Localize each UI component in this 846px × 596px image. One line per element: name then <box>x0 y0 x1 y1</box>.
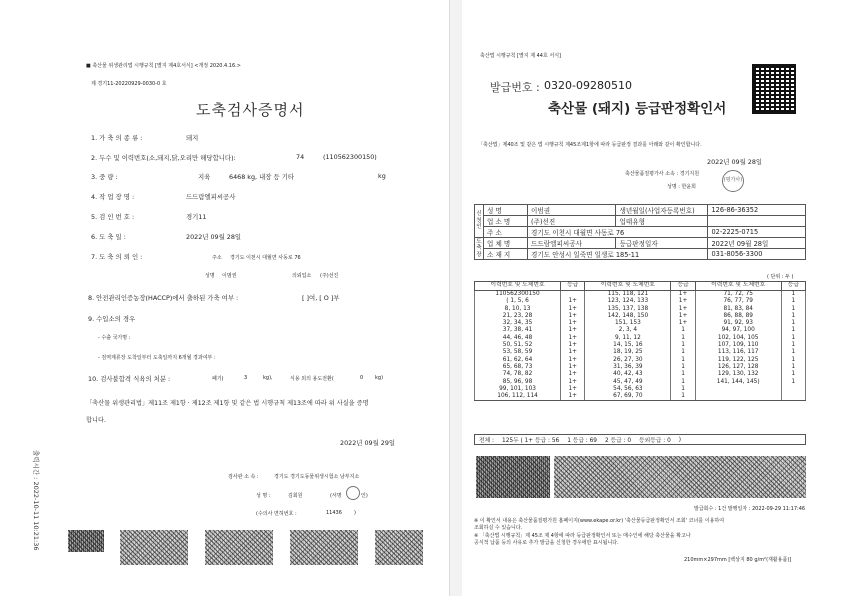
name-label: 성 명 <box>484 205 528 216</box>
form-header: 축산법 시행규칙 [별지 제 44호 서식] <box>480 53 562 59</box>
grade-cell: 1 <box>671 393 695 401</box>
note-3: ※ 「축산법 시행규칙」제 45조 제 4항에 따라 등급판정확인서 또는 매수인에 해당 축산물을 확고나 <box>474 533 691 539</box>
carcass-numbers: 115, 118, 121 <box>585 291 671 299</box>
table-row <box>475 357 806 364</box>
grade-cell: 1 <box>781 335 805 342</box>
grade-cell: 1+ <box>671 291 695 299</box>
field-weight-label: 3. 중 량 : <box>91 173 118 181</box>
carcass-numbers: 26, 27, 30 <box>585 357 671 364</box>
plant-label: 업 체 명 <box>484 238 528 249</box>
carcass-numbers: 67, 69, 70 <box>585 393 671 401</box>
issue-info: 발급회수 : 1건 발행일자 : 2022-09-29 11:17:46 <box>694 506 806 512</box>
carcass-numbers: 141, 144, 145) <box>695 379 781 386</box>
grade-cell: 1 <box>671 371 695 378</box>
grade-cell: 1+ <box>561 327 585 334</box>
barcode-block-2 <box>205 530 273 565</box>
grade-cell: 1 <box>781 291 805 299</box>
disposal-d: 식용 외의 용도전환( <box>290 376 334 382</box>
carcass-numbers: 110562300150 <box>475 291 561 299</box>
grade-cell: 1+ <box>561 335 585 342</box>
grid-header-2: 이력번호 및 도체번호 <box>585 282 671 291</box>
grade-date-label: 등급판정일자 <box>616 238 708 249</box>
grade-cell: 1+ <box>671 306 695 313</box>
table-row <box>475 349 806 356</box>
grade-cell: 1+ <box>561 393 585 401</box>
disposal-e: 0 <box>360 375 364 381</box>
carcass-numbers: 61, 62, 64 <box>475 357 561 364</box>
unit-label: ( 단위 : 두 ) <box>767 274 794 280</box>
print-time: 출력시간 : 2022-10-11 10:21:36 <box>32 450 40 551</box>
slaughter-side-label: 도축장 <box>476 238 482 258</box>
carcass-numbers <box>695 386 781 393</box>
requester-address: 경기도 이천시 대월면 사동로 76 <box>230 255 301 261</box>
table-row <box>475 335 806 342</box>
address: 경기도 이천시 대월면 사동로 76 <box>528 227 708 238</box>
shop-label: 업 소 명 <box>484 216 528 227</box>
issue-number-label: 발급번호 : <box>490 81 540 94</box>
inspector-name: 김회원 <box>288 493 303 499</box>
carcass-numbers: 123, 124, 133 <box>585 298 671 305</box>
inspector-sign: (서명 <box>330 493 342 499</box>
inspector-seal-icon <box>346 486 360 500</box>
carcass-numbers: 45, 47, 49 <box>585 379 671 386</box>
table-row <box>475 386 806 393</box>
field-requester-label: 7. 도 축 의 뢰 인 : <box>91 253 143 261</box>
issue-number: 0320-09280510 <box>544 79 632 92</box>
field-haccp-value: [ ]여, [ O ]부 <box>302 294 340 302</box>
location: 경기도 안성시 일죽면 일생로 185-11 <box>528 249 708 260</box>
carcass-numbers: 54, 56, 63 <box>585 386 671 393</box>
requester-name-label: 성명 <box>205 273 215 279</box>
carcass-numbers: 65, 68, 73 <box>475 364 561 371</box>
barcode-block-3 <box>290 530 358 565</box>
carcass-numbers: 94, 97, 100 <box>695 327 781 334</box>
total-grade2: 2 등급 : 0 <box>604 438 632 444</box>
carcass-numbers: 99, 101, 103 <box>475 386 561 393</box>
requester-shop-label: 의뢰업소 <box>292 273 312 279</box>
grader-office: 축산물품질평가사 소속 : 경기지원 <box>625 171 700 177</box>
grade-cell: 1+ <box>561 386 585 393</box>
law-statement: 「축산법」제40조 및 같은 법 시행규칙 제45조제1항에 따라 등급판정 결과를 아래와 같이 확인합니다. <box>478 142 702 148</box>
requester-shop: (주)선진 <box>320 273 339 279</box>
business-type <box>708 216 806 227</box>
carcass-numbers: 2, 3, 4 <box>585 327 671 334</box>
field-weight-unit: kg <box>378 172 386 180</box>
grade-cell <box>561 291 585 299</box>
law-statement: 「축산물 위생관리법」제11조 제1항 · 제12조 제1항 및 같은 법 시행규칙 제13조에 따라 위 사실을 증명 <box>86 400 369 407</box>
carcass-numbers: 151, 153 <box>585 320 671 327</box>
grade-cell: 1 <box>671 364 695 371</box>
field-haccp: 8. 안전관리인증농장(HACCP)에서 출하된 가축 여부 : <box>88 294 239 302</box>
grading-certificate-page <box>462 0 846 596</box>
grade-cell: 1+ <box>671 313 695 320</box>
carcass-numbers: 113, 116, 117 <box>695 349 781 356</box>
license-number: 11436 <box>326 510 342 516</box>
carcass-numbers: 9, 11, 12 <box>585 335 671 342</box>
grade-date: 2022년 09월 28일 <box>708 238 806 249</box>
total-all: 125두 ( 1+ 등급 : 56 <box>502 438 560 444</box>
grade-cell: 1 <box>671 386 695 393</box>
grade-cell: 1 <box>781 306 805 313</box>
grade-cell: 1 <box>781 379 805 386</box>
grade-cell: 1+ <box>561 306 585 313</box>
barcode-small <box>476 456 550 498</box>
grade-cell: 1 <box>671 349 695 356</box>
carcass-grade-table <box>474 281 806 401</box>
field-disposal-label: 10. 검사불합격 식육의 처분 : <box>88 375 171 383</box>
field-plant-label: 4. 작 업 장 명 : <box>91 193 135 201</box>
grade-cell: 1 <box>781 313 805 320</box>
location-phone: 031-8056-3300 <box>708 249 806 260</box>
paper-spec: 210mm×297mm [백상지 80 g/m²(재활용품)] <box>684 557 792 563</box>
table-row <box>475 327 806 334</box>
phone: 02-2225-0715 <box>708 227 806 238</box>
grade-cell: 1+ <box>561 357 585 364</box>
total-end: ) <box>678 436 682 443</box>
grade-cell: 1 <box>671 342 695 349</box>
inspector-office-label: 검사관 소 속 : <box>228 474 259 480</box>
grade-cell: 1+ <box>561 371 585 378</box>
carcass-numbers: 71, 72, 75 <box>695 291 781 299</box>
field-count-label: 2. 두수 및 이력번호(소,돼지,닭,오리만 해당합니다): <box>91 154 236 162</box>
table-row <box>475 298 806 305</box>
field-weight-carcass: 지육 <box>198 173 211 181</box>
grade-cell: 1 <box>781 349 805 356</box>
field-animal-type-label: 1. 가 축 의 종 류 : <box>91 134 143 142</box>
carcass-numbers: 142, 148, 150 <box>585 313 671 320</box>
field-export-country: - 수출 국가명 : <box>98 335 131 341</box>
law-statement-end: 합니다. <box>86 417 106 424</box>
requester-name: 이범권 <box>222 273 237 279</box>
carcass-numbers: ( 1, 5, 6 <box>475 298 561 305</box>
note-1: ※ 이 확인서 내용은 축산물품질평가원 홈페이지(www.ekape.or.kr) '축산물등급판정확인서 조회' 코너를 이용하여 <box>474 518 725 524</box>
issue-date: 2022년 09월 29일 <box>340 439 396 447</box>
carcass-numbers: 86, 88, 89 <box>695 313 781 320</box>
disposal-c: kg), <box>263 375 273 381</box>
applicant-table <box>474 204 806 260</box>
inspector-name-label: 성 명 : <box>256 493 271 499</box>
table-row <box>475 393 806 401</box>
carcass-numbers: 135, 137, 138 <box>585 306 671 313</box>
grade-cell: 1 <box>781 371 805 378</box>
carcass-numbers: 32, 34, 35 <box>475 320 561 327</box>
field-stamp: 경기11 <box>186 213 207 221</box>
inspector-seal-text: 인) <box>361 493 368 499</box>
field-date: 2022년 09월 28일 <box>186 233 242 241</box>
grade-cell: 1 <box>781 298 805 305</box>
carcass-numbers: 129, 130, 132 <box>695 371 781 378</box>
disposal-b: 3 <box>244 375 248 381</box>
carcass-numbers: 107, 109, 110 <box>695 342 781 349</box>
carcass-numbers: 14, 15, 16 <box>585 342 671 349</box>
carcass-numbers: 44, 46, 48 <box>475 335 561 342</box>
grade-cell: 1 <box>781 320 805 327</box>
grade-cell: 1 <box>781 327 805 334</box>
grid-header-row <box>475 282 806 291</box>
carcass-numbers: 21, 23, 28 <box>475 313 561 320</box>
table-row <box>475 364 806 371</box>
shop-name: (주)선진 <box>528 216 616 227</box>
page-title: 축산물 (돼지) 등급판정확인서 <box>548 101 727 117</box>
carcass-numbers: 74, 78, 82 <box>475 371 561 378</box>
total-row <box>474 434 806 445</box>
grade-cell: 1+ <box>561 364 585 371</box>
carcass-numbers: 81, 83, 84 <box>695 306 781 313</box>
barcode-small <box>68 530 104 552</box>
grade-cell: 1+ <box>561 298 585 305</box>
field-weight-value: 6468 kg, 내장 등 기타 <box>229 173 295 181</box>
carcass-numbers <box>695 393 781 401</box>
grade-cell: 1+ <box>561 320 585 327</box>
field-plant: 드드람엘피씨공사 <box>186 193 236 201</box>
table-row <box>475 342 806 349</box>
carcass-numbers: 53, 58, 59 <box>475 349 561 356</box>
grade-cell: 1+ <box>561 349 585 356</box>
grade-cell: 1 <box>781 364 805 371</box>
carcass-numbers: 37, 38, 41 <box>475 327 561 334</box>
license-end: ) <box>354 510 356 516</box>
grader-name: 성명 : 한윤희 <box>667 184 697 190</box>
table-row <box>475 291 806 299</box>
disposal-f: kg) <box>375 375 384 381</box>
barcode-block-1 <box>120 530 188 565</box>
applicant-side-label: 신청인 <box>475 205 484 238</box>
grade-cell: 1+ <box>561 342 585 349</box>
note-2: 조회하실 수 있습니다. <box>474 525 523 531</box>
total-out: 등외등급 : 0 <box>639 438 671 444</box>
carcass-numbers: 126, 127, 128 <box>695 364 781 371</box>
grade-cell <box>781 386 805 393</box>
page-title: 도축검사증명서 <box>196 101 305 119</box>
table-row <box>475 320 806 327</box>
field-import: 9. 수입소의 경우 <box>88 315 136 323</box>
table-row <box>475 306 806 313</box>
grid-header-3: 등급 <box>671 282 695 291</box>
grade-cell: 1 <box>671 357 695 364</box>
license-label: (수의사 면허번호 : <box>256 511 297 517</box>
grade-cell: 1+ <box>561 313 585 320</box>
table-row <box>475 379 806 386</box>
field-date-label: 6. 도 축 일 : <box>91 233 126 241</box>
grid-header-0: 이력번호 및 도체번호 <box>475 282 561 291</box>
qr-code-icon <box>752 64 796 114</box>
location-label: 소 재 지 <box>484 249 528 260</box>
carcass-numbers: 50, 51, 52 <box>475 342 561 349</box>
grade-cell: 1 <box>781 342 805 349</box>
biz-no-label: 생년월일(사업자등록번호) <box>616 205 708 216</box>
field-animal-type: 돼지 <box>186 134 199 142</box>
grade-cell: 1+ <box>671 298 695 305</box>
barcode-block-4 <box>375 530 423 565</box>
biz-no: 126-86-36352 <box>708 205 806 216</box>
carcass-numbers: 85, 96, 98 <box>475 379 561 386</box>
address-label: 주 소 <box>484 227 528 238</box>
grade-cell: 1+ <box>671 320 695 327</box>
carcass-numbers: 31, 36, 39 <box>585 364 671 371</box>
grading-date: 2022년 09월 28일 <box>707 158 763 166</box>
form-header: ■ 축산물 위생관리법 시행규칙 [별지 제4호서식] <개정 2020.4.16.> <box>86 63 241 69</box>
document-number: 제 경기11-20220929-0030-0 호 <box>91 81 167 87</box>
table-row <box>475 313 806 320</box>
note-4: 공식적 납품 등의 사유로 추가 발급을 신청한 경우에만 표시됩니다. <box>474 540 619 546</box>
field-stamp-label: 5. 검 인 번 호 : <box>91 213 135 221</box>
table-row <box>475 371 806 378</box>
grade-cell: 1+ <box>561 379 585 386</box>
applicant-name: 이범권 <box>528 205 616 216</box>
total-grade1: 1 등급 : 69 <box>567 438 597 444</box>
grade-cell: 1 <box>781 357 805 364</box>
grader-seal-icon: (평가사) <box>722 170 744 192</box>
carcass-numbers: 106, 112, 114 <box>475 393 561 401</box>
grid-header-1: 등급 <box>561 282 585 291</box>
field-trace-number: (110562300150) <box>323 153 377 161</box>
plant-name: 드드람엘피씨공사 <box>528 238 616 249</box>
grid-header-5: 등급 <box>781 282 805 291</box>
field-count: 74 <box>296 153 305 161</box>
carcass-numbers: 18, 19, 25 <box>585 349 671 356</box>
total-label: 전체 : <box>479 438 494 444</box>
carcass-numbers: 119, 122, 125 <box>695 357 781 364</box>
grade-cell: 1 <box>671 335 695 342</box>
field-quarantine: - 검역계류장 도착일부터 도축일까지 6개월 경과여부 : <box>98 355 216 361</box>
requester-address-label: 주소 <box>212 255 222 261</box>
carcass-numbers: 40, 42, 43 <box>585 371 671 378</box>
disposal-a: 폐기( <box>212 376 224 382</box>
grade-cell: 1 <box>671 327 695 334</box>
carcass-numbers: 102, 104, 105 <box>695 335 781 342</box>
business-type-label: 업태유형 <box>616 216 708 227</box>
grid-header-4: 이력번호 및 도체번호 <box>695 282 781 291</box>
carcass-numbers: 91, 92, 93 <box>695 320 781 327</box>
grade-cell <box>781 393 805 401</box>
barcode-main <box>554 456 806 498</box>
carcass-numbers: 8, 10, 13 <box>475 306 561 313</box>
grade-cell: 1 <box>671 379 695 386</box>
inspector-office: 경기도 경기도동물위생시험소 남부지소 <box>274 474 360 480</box>
carcass-numbers: 76, 77, 79 <box>695 298 781 305</box>
